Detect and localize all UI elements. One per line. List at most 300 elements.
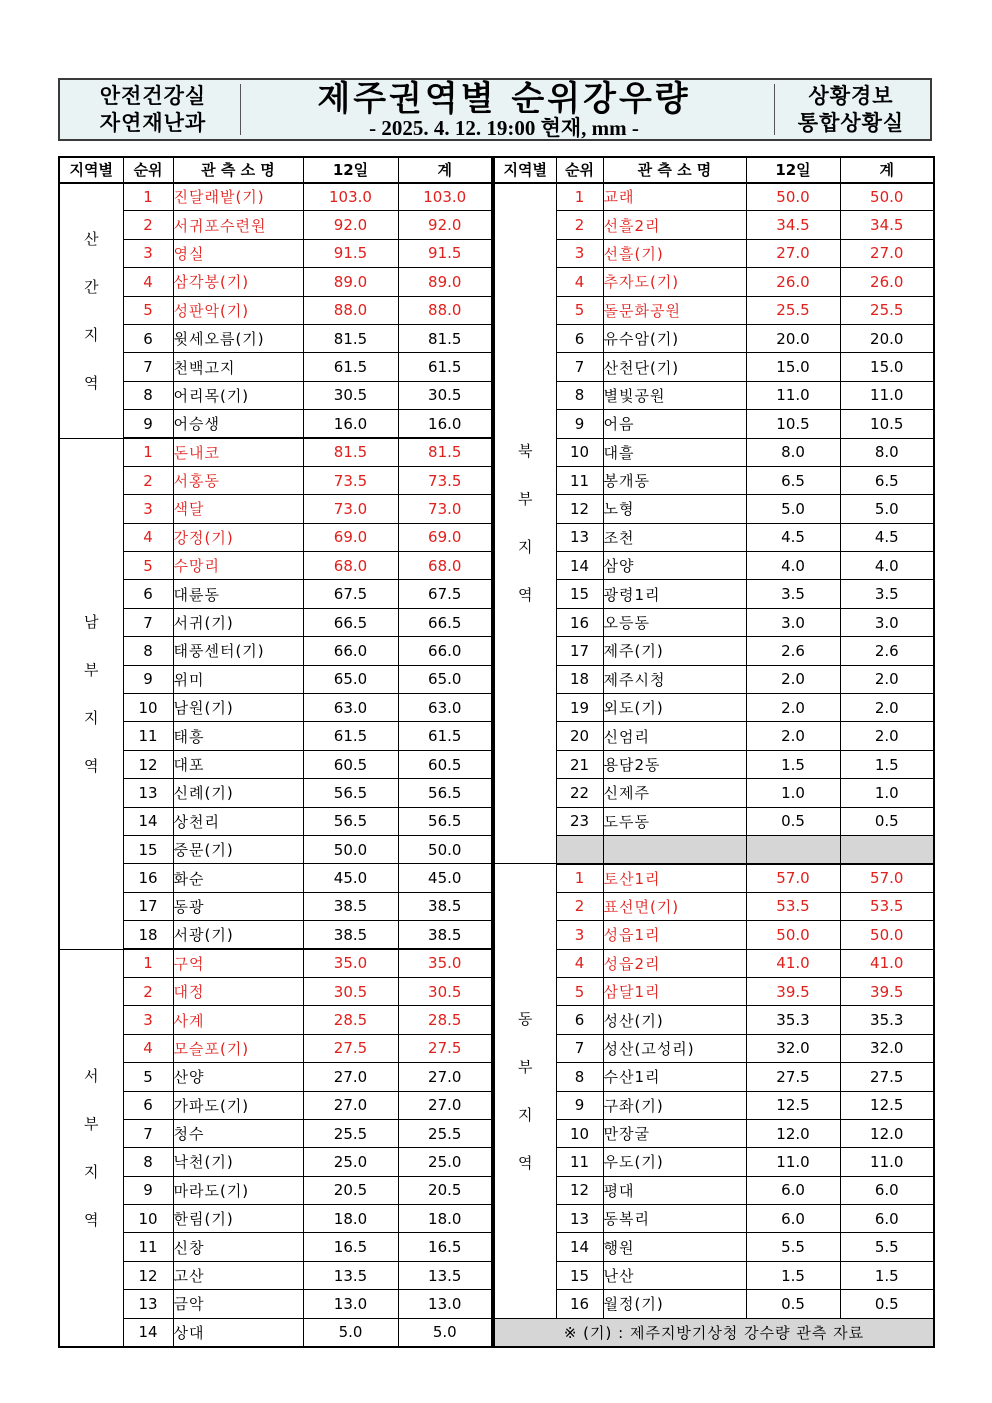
station-name-cell [603,1091,746,1119]
table-row [59,183,492,211]
department-line-2: 자연재난과 [99,110,207,135]
day-column-header: 12일 [303,157,398,183]
table-row [494,665,934,693]
station-name-cell [173,296,303,324]
day-rainfall-cell: 2.0 [746,665,840,693]
day-rainfall-cell: 0.5 [746,1290,840,1318]
table-row [494,381,934,409]
rank-cell: 11 [123,1233,173,1261]
total-rainfall-cell: 12.0 [840,1119,934,1147]
station-name-cell [173,949,303,977]
station-name-cell [603,552,746,580]
station-name: 성판악(기) [173,301,250,320]
station-name: 어리목(기) [173,386,250,405]
total-rainfall-cell: 16.5 [398,1233,492,1261]
station-name-cell [603,296,746,324]
station-name-cell [173,694,303,722]
station-name: 산천단(기) [603,358,680,377]
rank-cell: 6 [556,324,603,352]
rank-cell: 7 [123,353,173,381]
rank-cell: 14 [556,552,603,580]
station-name: 한림(기) [173,1210,234,1229]
station-name: 대륜동 [173,585,220,604]
table-row [59,1176,492,1204]
rank-cell: 21 [556,750,603,778]
total-rainfall-cell: 45.0 [398,864,492,892]
rank-cell: 20 [556,722,603,750]
day-column-header: 12일 [746,157,840,183]
table-row [59,1148,492,1176]
day-rainfall-cell: 88.0 [303,296,398,324]
station-name-cell [603,807,746,835]
station-name: 조천 [603,528,635,547]
rank-cell: 6 [123,1091,173,1119]
total-rainfall-cell: 60.5 [398,750,492,778]
day-rainfall-cell: 89.0 [303,268,398,296]
rank-cell: 4 [123,523,173,551]
station-name: 삼양 [603,557,635,576]
station-name: 우도(기) [603,1153,664,1172]
day-rainfall-cell: 67.5 [303,580,398,608]
station-name: 평대 [603,1181,635,1200]
table-row [59,779,492,807]
day-rainfall-cell: 25.5 [303,1119,398,1147]
station-name-cell [603,694,746,722]
station-name-cell [603,1290,746,1318]
day-rainfall-cell: 34.5 [746,211,840,239]
total-rainfall-cell: 15.0 [840,353,934,381]
table-row [494,637,934,665]
footnote-row [494,1318,934,1346]
station-name: 구좌(기) [603,1096,664,1115]
station-name: 가파도(기) [173,1096,250,1115]
total-rainfall-cell: 11.0 [840,381,934,409]
table-row [494,1233,934,1261]
report-title: 제주권역별 순위강우량 [317,78,691,119]
station-name-cell [603,637,746,665]
day-rainfall-cell: 27.5 [303,1034,398,1062]
station-name-cell [603,1119,746,1147]
day-rainfall-cell: 45.0 [303,864,398,892]
table-row [494,211,934,239]
table-row [494,1148,934,1176]
table-row [59,211,492,239]
station-name-cell [603,183,746,211]
rank-cell: 5 [556,977,603,1005]
day-rainfall-cell: 41.0 [746,949,840,977]
day-rainfall-cell: 1.0 [746,779,840,807]
day-rainfall-cell: 39.5 [746,977,840,1005]
station-name-cell [173,1261,303,1289]
station-name-cell [173,1091,303,1119]
total-rainfall-cell: 13.5 [398,1261,492,1289]
station-name: 수망리 [173,557,220,576]
rank-cell: 7 [556,1034,603,1062]
table-row [494,495,934,523]
table-row [494,694,934,722]
table-row [59,1290,492,1318]
rank-cell: 9 [123,410,173,438]
total-rainfall-cell: 12.5 [840,1091,934,1119]
rank-cell: 2 [556,892,603,920]
total-rainfall-cell: 4.0 [840,552,934,580]
station-name-cell [603,1261,746,1289]
rank-cell: 12 [123,750,173,778]
day-rainfall-cell: 25.5 [746,296,840,324]
rank-cell: 11 [556,1148,603,1176]
total-rainfall-cell: 25.5 [840,296,934,324]
station-name: 유수암(기) [603,330,680,349]
rank-cell: 15 [123,835,173,863]
rank-cell: 1 [123,949,173,977]
table-row [59,495,492,523]
day-rainfall-cell: 15.0 [746,353,840,381]
station-name: 낙천(기) [173,1153,234,1172]
rank-cell: 14 [556,1233,603,1261]
station-name: 성읍2리 [603,954,661,973]
rank-cell: 15 [556,1261,603,1289]
day-rainfall-cell: 66.0 [303,637,398,665]
total-rainfall-cell: 5.5 [840,1233,934,1261]
rank-cell: 1 [556,183,603,211]
total-rainfall-cell: 92.0 [398,211,492,239]
station-name-cell [173,495,303,523]
station-name: 만장굴 [603,1125,650,1144]
table-row [59,523,492,551]
rank-cell: 1 [123,183,173,211]
total-rainfall-cell: 1.5 [840,1261,934,1289]
total-rainfall-cell: 73.5 [398,466,492,494]
station-name-cell [603,381,746,409]
day-rainfall-cell: 73.5 [303,466,398,494]
day-rainfall-cell: 1.5 [746,1261,840,1289]
total-rainfall-cell: 30.5 [398,381,492,409]
rank-cell: 14 [123,1318,173,1346]
station-name-cell [603,1063,746,1091]
total-rainfall-cell: 30.5 [398,977,492,1005]
total-rainfall-cell: 26.0 [840,268,934,296]
station-name: 마라도(기) [173,1181,250,1200]
station-name: 돈내코 [173,443,220,462]
footnote: ※ (기) : 제주지방기상청 강수량 관측 자료 [494,1318,934,1346]
station-name: 사계 [173,1011,205,1030]
region-column-header: 지역별 [59,157,123,183]
rank-cell: 19 [556,694,603,722]
day-rainfall-cell: 60.5 [303,750,398,778]
station-name-cell [173,1034,303,1062]
station-name: 어음 [603,415,635,434]
day-rainfall-cell: 0.5 [746,807,840,835]
rank-cell: 5 [123,1063,173,1091]
day-rainfall-cell: 27.0 [303,1091,398,1119]
day-rainfall-cell: 66.5 [303,608,398,636]
region-cell [59,949,123,1346]
day-rainfall-cell: 53.5 [746,892,840,920]
region-label: 동부지역 [518,1010,533,1172]
table-row [59,1119,492,1147]
rank-cell: 18 [556,665,603,693]
table-row [59,892,492,920]
table-row [59,1261,492,1289]
rank-cell: 16 [556,608,603,636]
total-rainfall-cell: 103.0 [398,183,492,211]
table-row [59,949,492,977]
table-row [494,268,934,296]
rank-cell: 8 [556,1063,603,1091]
total-rainfall-cell: 4.5 [840,523,934,551]
table-row [494,779,934,807]
station-name-cell [173,211,303,239]
total-rainfall-cell: 1.0 [840,779,934,807]
rank-cell: 12 [123,1261,173,1289]
table-row [494,1261,934,1289]
day-rainfall-cell: 27.0 [746,239,840,267]
rank-column-header: 순위 [556,157,603,183]
rank-cell: 4 [123,1034,173,1062]
rank-cell: 9 [556,1091,603,1119]
station-name: 영실 [173,244,205,263]
table-row [59,1063,492,1091]
table-row [59,665,492,693]
station-name-cell [173,864,303,892]
day-rainfall-cell: 12.5 [746,1091,840,1119]
day-rainfall-cell: 68.0 [303,552,398,580]
day-rainfall-cell: 56.5 [303,779,398,807]
rank-cell: 13 [123,1290,173,1318]
station-column-header: 관 측 소 명 [173,157,303,183]
table-row [59,1006,492,1034]
total-rainfall-cell: 53.5 [840,892,934,920]
station-name: 봉개동 [603,472,650,491]
day-rainfall-cell: 5.0 [746,495,840,523]
rank-cell: 12 [556,1176,603,1204]
total-rainfall-cell: 73.0 [398,495,492,523]
table-row [494,1205,934,1233]
station-name: 대포 [173,756,205,774]
day-rainfall-cell: 5.0 [303,1318,398,1346]
station-name: 돌문화공원 [603,301,681,320]
total-rainfall-cell: 1.5 [840,750,934,778]
station-name-cell [603,1034,746,1062]
station-name: 제주시청 [603,670,666,689]
station-name-cell [603,410,746,438]
day-rainfall-cell: 35.3 [746,1006,840,1034]
station-name-cell [173,324,303,352]
station-name: 선흘(기) [603,244,664,263]
office-line-1: 상황경보 [808,83,894,108]
day-rainfall-cell: 6.0 [746,1176,840,1204]
station-name: 도두동 [603,812,650,831]
total-rainfall-cell: 11.0 [840,1148,934,1176]
station-name-cell [603,977,746,1005]
table-row [59,1318,492,1346]
total-rainfall-cell: 13.0 [398,1290,492,1318]
table-row [59,552,492,580]
station-name-cell [603,495,746,523]
station-name-cell [603,1176,746,1204]
total-rainfall-cell: 35.3 [840,1006,934,1034]
total-rainfall-cell: 66.0 [398,637,492,665]
table-row [59,466,492,494]
rank-column-header: 순위 [123,157,173,183]
rank-cell: 2 [123,211,173,239]
day-rainfall-cell: 81.5 [303,438,398,466]
day-rainfall-cell: 61.5 [303,722,398,750]
table-row [494,1119,934,1147]
total-rainfall-cell: 65.0 [398,665,492,693]
station-name: 수산1리 [603,1068,661,1087]
total-rainfall-cell: 2.0 [840,665,934,693]
station-name: 천백고지 [173,358,236,377]
station-name-cell [173,977,303,1005]
total-rainfall-cell: 41.0 [840,949,934,977]
station-name: 상대 [173,1323,205,1342]
station-name: 교래 [603,188,635,207]
table-row [494,722,934,750]
table-row [494,1034,934,1062]
rank-cell: 14 [123,807,173,835]
day-rainfall-cell: 18.0 [303,1205,398,1233]
table-row [59,268,492,296]
day-rainfall-cell: 69.0 [303,523,398,551]
station-name-cell [173,1063,303,1091]
total-rainfall-cell: 28.5 [398,1006,492,1034]
blank-cell [603,835,746,863]
station-name-cell [173,268,303,296]
station-name: 구억 [173,954,205,973]
rank-cell: 23 [556,807,603,835]
total-rainfall-cell: 50.0 [398,835,492,863]
total-rainfall-cell: 67.5 [398,580,492,608]
station-name-cell [173,466,303,494]
station-name: 금악 [173,1295,205,1314]
title-block [238,80,770,139]
total-rainfall-cell: 27.0 [398,1091,492,1119]
station-name-cell [173,1176,303,1204]
station-name-cell [173,921,303,949]
day-rainfall-cell: 73.0 [303,495,398,523]
total-rainfall-cell: 38.5 [398,921,492,949]
station-name: 노형 [603,500,635,519]
station-name: 강정(기) [173,528,234,547]
station-name: 대정 [173,983,205,1002]
region-cell [59,183,123,439]
station-name-cell [173,1290,303,1318]
total-rainfall-cell: 34.5 [840,211,934,239]
day-rainfall-cell: 26.0 [746,268,840,296]
day-rainfall-cell: 38.5 [303,892,398,920]
day-rainfall-cell: 10.5 [746,410,840,438]
table-row [59,410,492,438]
day-rainfall-cell: 11.0 [746,1148,840,1176]
day-rainfall-cell: 27.5 [746,1063,840,1091]
table-row [59,977,492,1005]
station-name-cell [603,949,746,977]
station-name: 삼달1리 [603,983,661,1002]
rank-cell: 1 [123,438,173,466]
station-name: 동광 [173,897,205,916]
rank-cell: 3 [123,239,173,267]
office-label [780,80,922,139]
region-label: 서부지역 [84,1066,99,1229]
station-name: 성산(기) [603,1011,664,1030]
day-rainfall-cell: 25.0 [303,1148,398,1176]
table-row [494,864,934,892]
day-rainfall-cell: 35.0 [303,949,398,977]
table-row [494,921,934,949]
day-rainfall-cell: 20.0 [746,324,840,352]
day-rainfall-cell: 81.5 [303,324,398,352]
total-rainfall-cell: 81.5 [398,324,492,352]
total-rainfall-cell: 3.0 [840,608,934,636]
day-rainfall-cell: 4.5 [746,523,840,551]
blank-cell [746,835,840,863]
day-rainfall-cell: 50.0 [746,183,840,211]
station-name: 난산 [603,1267,635,1286]
station-name-cell [603,239,746,267]
table-row [59,381,492,409]
rank-cell: 17 [123,892,173,920]
table-row [494,1091,934,1119]
rank-cell: 9 [123,665,173,693]
station-name-cell [173,807,303,835]
station-name-cell [173,1119,303,1147]
station-name-cell [173,183,303,211]
station-name: 서귀(기) [173,614,234,633]
day-rainfall-cell: 30.5 [303,381,398,409]
table-row [59,438,492,466]
day-rainfall-cell: 16.5 [303,1233,398,1261]
station-name-cell [173,722,303,750]
station-name-cell [603,353,746,381]
station-name: 모슬포(기) [173,1039,250,1058]
total-rainfall-cell: 57.0 [840,864,934,892]
total-column-header: 계 [840,157,934,183]
station-name-cell [603,665,746,693]
total-rainfall-cell: 27.5 [398,1034,492,1062]
table-row [59,750,492,778]
day-rainfall-cell: 12.0 [746,1119,840,1147]
table-row [494,1290,934,1318]
table-row [494,1063,934,1091]
station-name-cell [173,835,303,863]
total-rainfall-cell: 3.5 [840,580,934,608]
station-name-cell [603,1233,746,1261]
day-rainfall-cell: 3.5 [746,580,840,608]
total-rainfall-cell: 81.5 [398,438,492,466]
station-name: 진달래밭(기) [173,188,265,207]
day-rainfall-cell: 50.0 [303,835,398,863]
station-name-cell [173,892,303,920]
rank-cell: 6 [556,1006,603,1034]
day-rainfall-cell: 6.0 [746,1205,840,1233]
station-name-cell [173,552,303,580]
day-rainfall-cell: 1.5 [746,750,840,778]
total-rainfall-cell: 88.0 [398,296,492,324]
rank-cell: 8 [123,637,173,665]
table-row [59,694,492,722]
total-rainfall-cell: 6.0 [840,1176,934,1204]
total-rainfall-cell: 25.5 [398,1119,492,1147]
rank-cell: 22 [556,779,603,807]
total-rainfall-cell: 10.5 [840,410,934,438]
station-name-cell [173,410,303,438]
total-rainfall-cell: 38.5 [398,892,492,920]
station-name: 태풍센터(기) [173,642,265,661]
total-rainfall-cell: 50.0 [840,921,934,949]
station-name-cell [603,580,746,608]
station-name-cell [603,750,746,778]
